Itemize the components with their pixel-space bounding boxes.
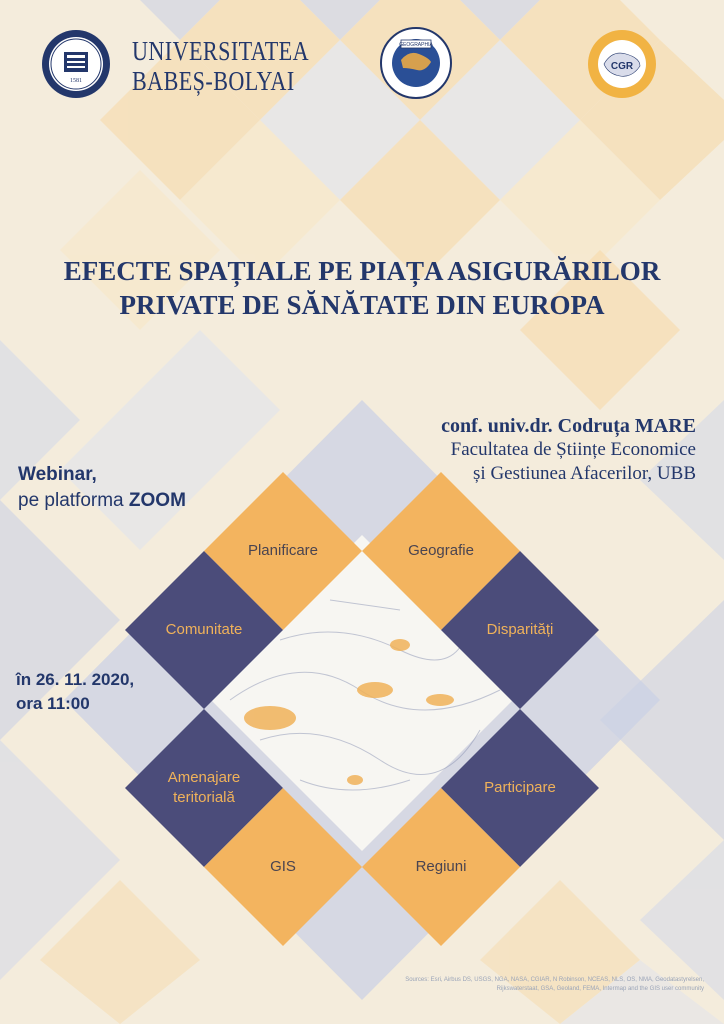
keyword-amenajare-line1: Amenajare xyxy=(167,769,241,786)
event-date: în 26. 11. 2020, xyxy=(16,670,135,689)
cgr-seal-logo xyxy=(586,28,658,100)
university-line2: BABEȘ-BOLYAI xyxy=(132,66,295,96)
event-title xyxy=(0,254,724,322)
keyword-comunitate: Comunitate xyxy=(165,621,243,638)
speaker-name: conf. univ.dr. Codruța MARE xyxy=(441,415,696,437)
speaker-block xyxy=(441,414,696,486)
svg-text:1581: 1581 xyxy=(70,78,82,84)
affiliation-line1: Facultatea de Științe Economice xyxy=(450,439,696,460)
map-sources xyxy=(384,976,704,994)
svg-text:GEOGRAPHIA: GEOGRAPHIA xyxy=(399,42,433,48)
webinar-label: Webinar, xyxy=(18,464,97,485)
geographia-seal-logo xyxy=(379,26,453,100)
sources-line2: Rijkswaterstaat, GSA, Geoland, FEMA, Intermap and the GIS user community xyxy=(496,986,704,992)
keyword-regiuni: Regiuni xyxy=(415,858,467,875)
keyword-geografie: Geografie xyxy=(408,542,474,559)
keyword-amenajare-line2: teritorială xyxy=(173,789,235,806)
keyword-participare: Participare xyxy=(484,779,556,796)
event-time: ora 11:00 xyxy=(16,694,90,713)
event-datetime xyxy=(16,668,134,716)
title-line1: EFECTE SPAȚIALE PE PIAȚA ASIGURĂRILOR xyxy=(63,256,661,286)
ubb-seal-logo xyxy=(40,28,112,100)
university-name xyxy=(132,36,348,96)
keyword-planificare: Planificare xyxy=(247,542,319,559)
title-line2: PRIVATE DE SĂNĂTATE DIN EUROPA xyxy=(119,290,605,320)
sources-line1: Sources: Esri, Airbus DS, USGS, NGA, NASA, CGIAR, N Robinson, NCEAS, NLS, OS, NMA, Geodatastyrelsen, xyxy=(405,977,704,983)
svg-text:CGR: CGR xyxy=(610,61,634,72)
university-line1: UNIVERSITATEA xyxy=(132,36,309,66)
platform-name: ZOOM xyxy=(128,490,186,511)
affiliation-line2: și Gestiunea Afacerilor, UBB xyxy=(473,463,696,484)
keyword-gis: GIS xyxy=(270,858,296,875)
platform-line xyxy=(18,488,186,514)
platform-prefix: pe platforma xyxy=(18,490,129,511)
keyword-amenajare xyxy=(134,768,274,808)
keyword-disparitati: Disparități xyxy=(486,621,554,638)
webinar-info xyxy=(18,462,186,514)
